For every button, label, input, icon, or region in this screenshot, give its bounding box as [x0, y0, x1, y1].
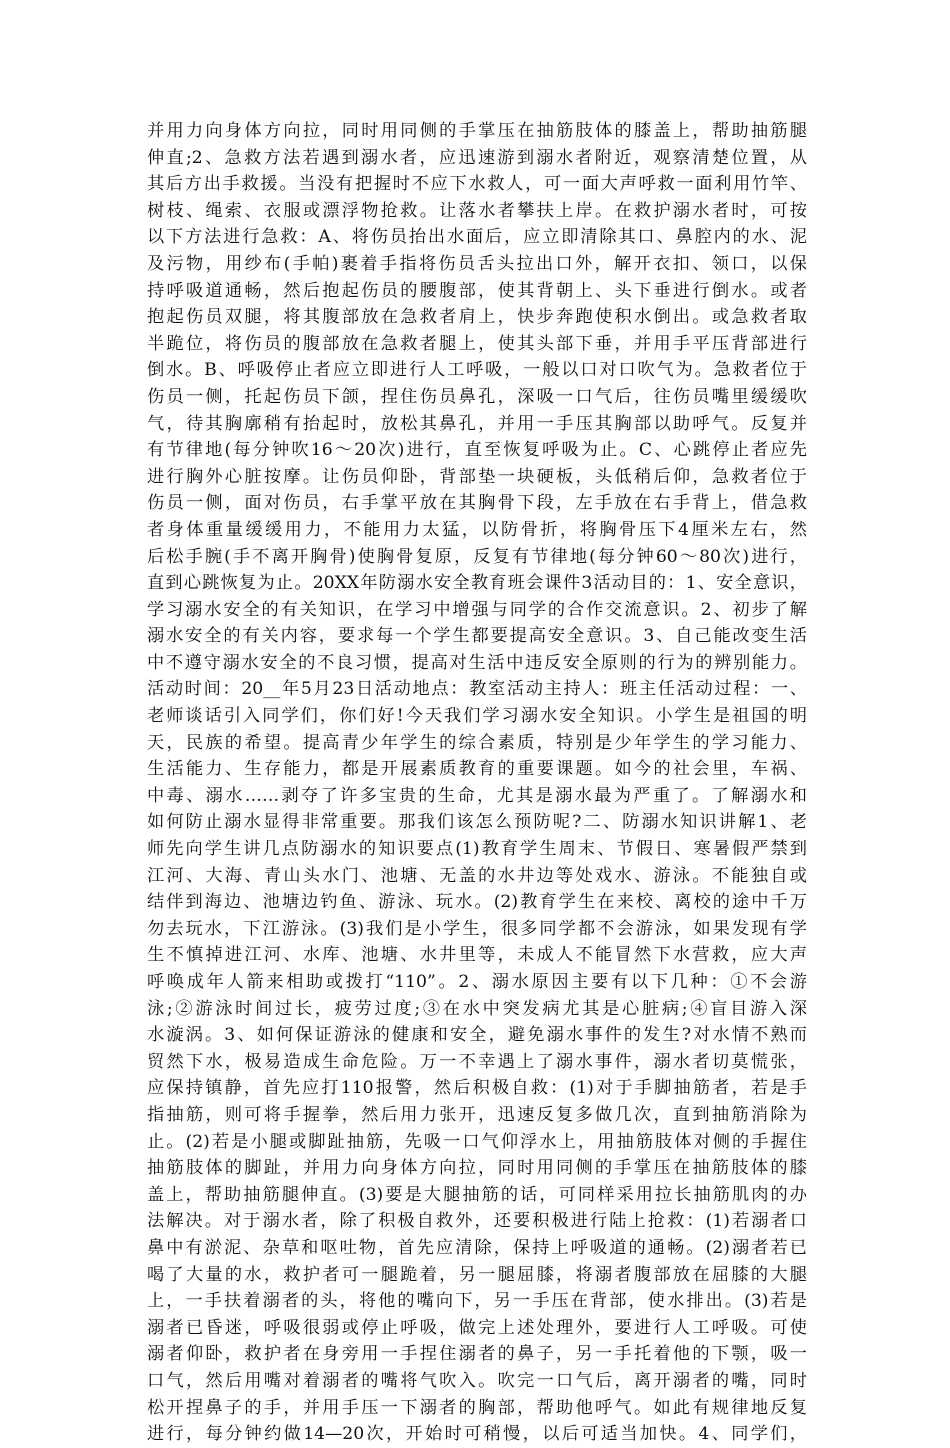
text-line: 者身体重量缓缓用力，不能用力太猛，以防骨折，将胸骨压下4厘米左右，然: [147, 519, 807, 540]
text-line: 半跪位，将伤员的腹部放在急救者腿上，使其头部下垂，并用手平压背部进行: [147, 333, 807, 354]
text-line: 伸直;2、急救方法若遇到溺水者，应迅速游到溺水者附近，观察清楚位置，从: [147, 147, 807, 168]
text-line: 呼唤成年人箭来相助或拨打“110”。2、溺水原因主要有以下几种：①不会游: [147, 972, 807, 992]
text-line: 泳;②游泳时间过长，疲劳过度;③在水中突发病尤其是心脏病;④盲目游入深: [147, 998, 807, 1019]
text-line: 倒水。B、呼吸停止者应立即进行人工呼吸，一般以口对口吹气为。急救者位于: [147, 360, 807, 381]
text-line: 活动时间：20__年5月23日活动地点：教室活动主持人：班主任活动过程：一、: [147, 679, 807, 700]
text-line: 伤员一侧，面对伤员，右手掌平放在其胸骨下段，左手放在右手背上，借急救: [147, 493, 807, 514]
text-line: 溺者仰卧，救护者在身旁用一手捏住溺者的鼻子，另一手托着他的下颚，吸一: [147, 1344, 807, 1365]
text-line: 学习溺水安全的有关知识，在学习中增强与同学的合作交流意识。2、初步了解: [147, 599, 807, 620]
text-line: 止。(2)若是小腿或脚趾抽筋，先吸一口气仰浮水上，用抽筋肢体对侧的手握住: [147, 1131, 807, 1152]
text-line: 伤员一侧，托起伤员下颌，捏住伤员鼻孔，深吸一口气后，往伤员嘴里缓缓吹: [147, 386, 807, 407]
text-line: 盖上，帮助抽筋腿伸直。(3)要是大腿抽筋的话，可同样采用拉长抽筋肌肉的办: [147, 1184, 807, 1205]
text-line: 师先向学生讲几点防溺水的知识要点(1)教育学生周末、节假日、寒暑假严禁到: [147, 839, 807, 860]
text-line: 生不慎掉进江河、水库、池塘、水井里等，未成人不能冒然下水营救，应大声: [147, 945, 807, 966]
text-line: 喝了大量的水，救护者可一腿跪着，另一腿屈膝，将溺者腹部放在屈膝的大腿: [147, 1264, 807, 1285]
text-line: 及污物，用纱布(手帕)裹着手指将伤员舌头拉出口外，解开衣扣、领口，以保: [147, 253, 807, 274]
text-line: 生活能力、生存能力，都是开展素质教育的重要课题。如今的社会里，车祸、: [147, 759, 807, 780]
text-line: 气，待其胸廓稍有抬起时，放松其鼻孔，并用一手压其胸部以助呼气。反复并: [147, 413, 807, 434]
text-line: 并用力向身体方向拉，同时用同侧的手掌压在抽筋肢体的膝盖上，帮助抽筋腿: [147, 121, 807, 141]
text-line: 法解决。对于溺水者，除了积极自救外，还要积极进行陆上抢救：(1)若溺者口: [147, 1211, 807, 1232]
text-line: 以下方法进行急救：A、将伤员抬出水面后，应立即清除其口、鼻腔内的水、泥: [147, 227, 807, 248]
text-line: 江河、大海、青山头水门、池塘、无盖的水井边等处戏水、游泳。不能独自或: [147, 865, 807, 886]
text-line: 水漩涡。3、如何保证游泳的健康和安全，避免溺水事件的发生?对水情不熟而: [147, 1025, 807, 1046]
text-line: 其后方出手救援。当没有把握时不应下水救人，可一面大声呼救一面利用竹竿、: [147, 174, 807, 195]
text-line: 溺者已昏迷，呼吸很弱或停止呼吸，做完上述处理外，要进行人工呼吸。可使: [147, 1317, 807, 1338]
text-line: 抽筋肢体的脚趾，并用力向身体方向拉，同时用同侧的手掌压在抽筋肢体的膝: [147, 1158, 807, 1179]
text-line: 天，民族的希望。提高青少年学生的综合素质，特别是少年学生的学习能力、: [147, 732, 807, 753]
text-line: 有节律地(每分钟吹16～20次)进行，直至恢复呼吸为止。C、心跳停止者应先: [147, 440, 807, 461]
text-line: 如何防止溺水显得非常重要。那我们该怎么预防呢?二、防溺水知识讲解1、老: [147, 812, 807, 833]
text-line: 直到心跳恢复为止。20XX年防溺水安全教育班会课件3活动目的：1、安全意识，: [147, 573, 807, 594]
text-line: 溺水安全的有关内容，要求每一个学生都要提高安全意识。3、自己能改变生活: [147, 626, 807, 647]
text-line: 贸然下水，极易造成生命危险。万一不幸遇上了溺水事件，溺水者切莫慌张，: [147, 1051, 807, 1072]
text-line: 持呼吸道通畅，然后抱起伤员的腰腹部，使其背朝上、头下垂进行倒水。或者: [147, 280, 807, 301]
text-line: 中毒、溺水……剥夺了许多宝贵的生命，尤其是溺水最为严重了。了解溺水和: [147, 785, 807, 806]
text-line: 进行胸外心脏按摩。让伤员仰卧，背部垫一块硬板，头低稍后仰，急救者位于: [147, 466, 807, 487]
text-line: 指抽筋，则可将手握拳，然后用力张开，迅速反复多做几次，直到抽筋消除为: [147, 1104, 807, 1125]
text-line: 抱起伤员双腿，将其腹部放在急救者肩上，快步奔跑使积水倒出。或急救者取: [147, 307, 807, 328]
text-line: 松开捏鼻子的手，并用手压一下溺者的胸部，帮助他呼气。如此有规律地反复: [147, 1397, 807, 1418]
text-line: 勿去玩水，下江游泳。(3)我们是小学生，很多同学都不会游泳，如果发现有学: [147, 918, 807, 939]
text-line: 树枝、绳索、衣服或漂浮物抢救。让落水者攀扶上岸。在救护溺水者时，可按: [147, 200, 807, 221]
text-line: 应保持镇静，首先应打110报警，然后积极自救：(1)对于手脚抽筋者，若是手: [147, 1078, 807, 1099]
text-line: 后松手腕(手不离开胸骨)使胸骨复原，反复有节律地(每分钟60～80次)进行，: [147, 546, 807, 567]
text-line: 老师谈话引入同学们，你们好!今天我们学习溺水安全知识。小学生是祖国的明: [147, 706, 807, 727]
text-line: 进行，每分钟约做14—20次，开始时可稍慢，以后可适当加快。4、同学们，: [147, 1424, 807, 1445]
text-line: 中不遵守溺水安全的不良习惯，提高对生活中违反安全原则的行为的辨别能力。: [147, 652, 807, 673]
document-body: [147, 118, 807, 1448]
text-line: 结伴到海边、池塘边钓鱼、游泳、玩水。(2)教育学生在来校、离校的途中千万: [147, 892, 807, 913]
text-line: 鼻中有淤泥、杂草和呕吐物，首先应清除，保持上呼吸道的通畅。(2)溺者若已: [147, 1237, 807, 1258]
text-line: 口气，然后用嘴对着溺者的嘴将气吹入。吹完一口气后，离开溺者的嘴，同时: [147, 1370, 807, 1391]
text-line: 上，一手扶着溺者的头，将他的嘴向下，另一手压在背部，使水排出。(3)若是: [147, 1291, 807, 1312]
